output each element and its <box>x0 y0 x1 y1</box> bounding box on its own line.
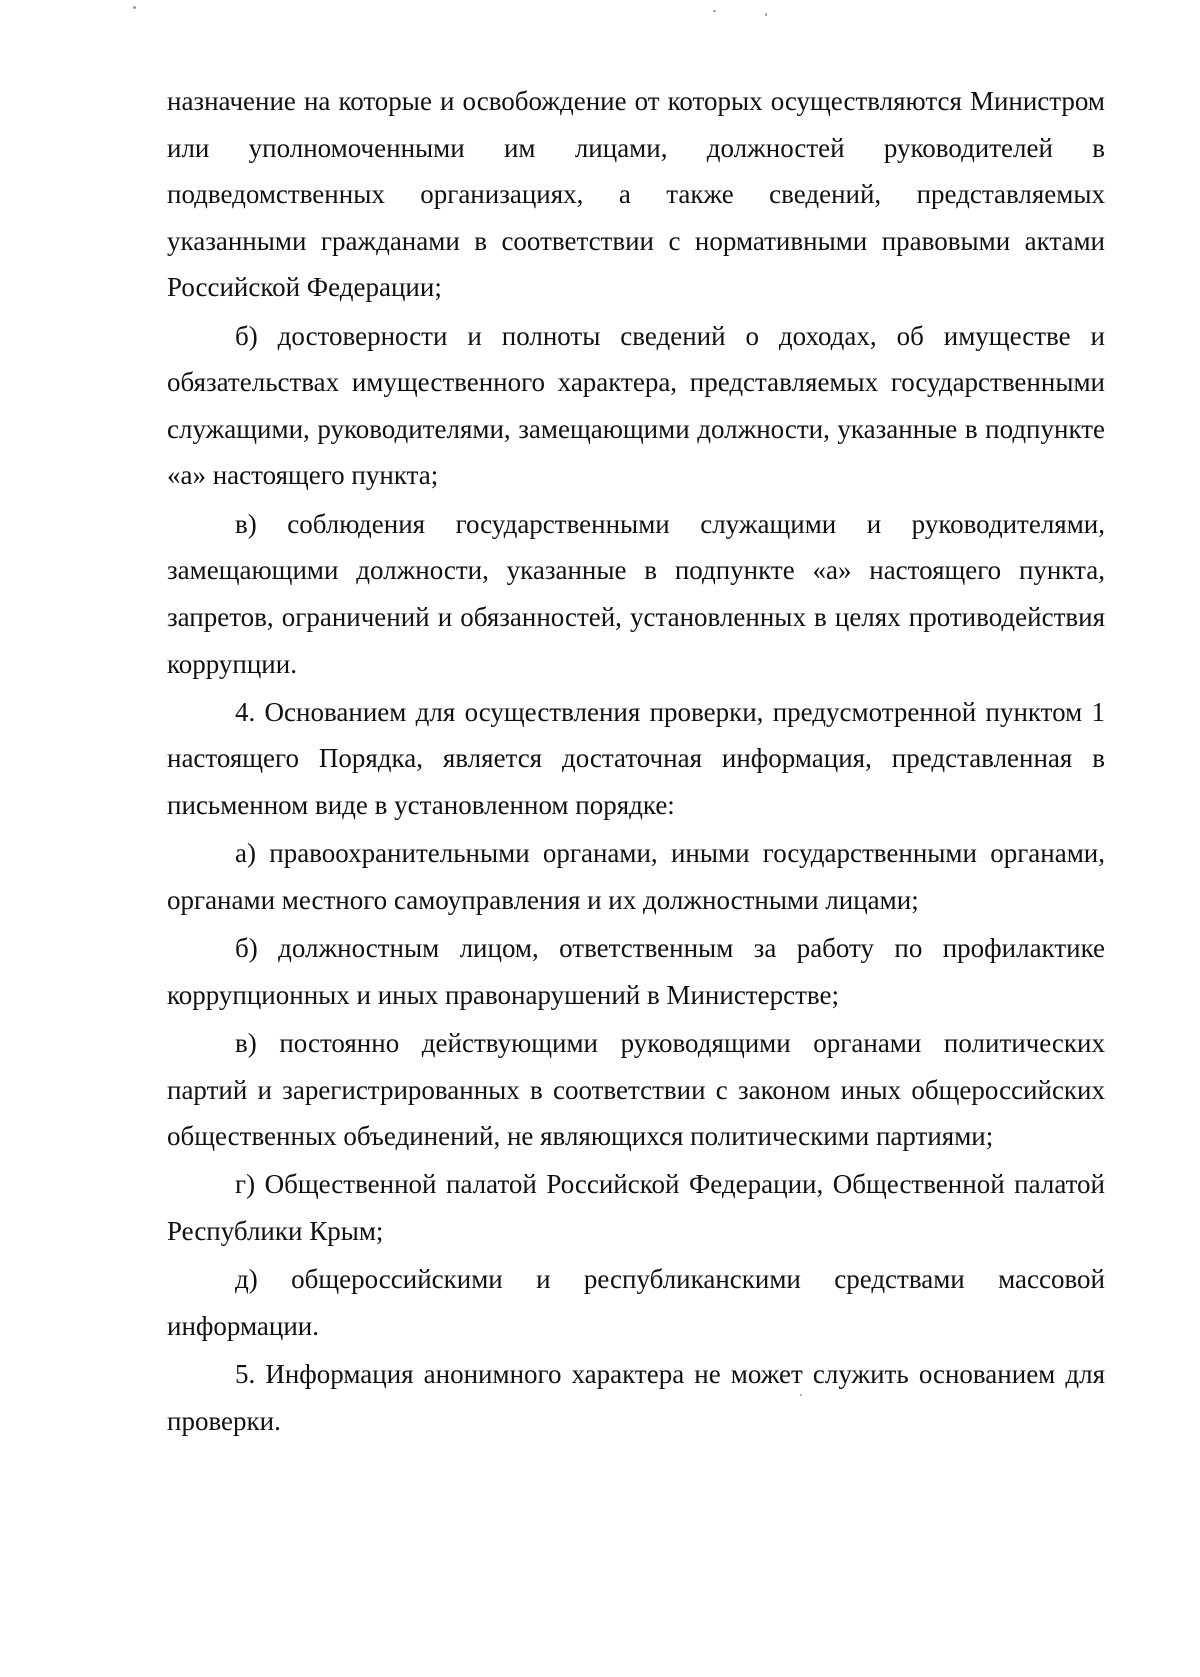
document-body <box>167 78 1105 1446</box>
paragraph-item-v: в) соблюдения государственными служащими и руководителями, замещающими должности, указанные в подпункте «а» настоящего пункта, запретов, ограничений и обязанностей, установленных в целях противодействия коррупции. <box>167 508 1105 679</box>
paragraph-item-d: д) общероссийскими и республиканскими средствами массовой информации. <box>167 1264 1105 1341</box>
paragraph-item-b: б) достоверности и полноты сведений о доходах, об имуществе и обязательствах имущественного характера, представляемых государственными служащими, руководителями, замещающими должности, указанные в подпункте «а» настоящего пункта; <box>167 320 1105 491</box>
paragraph-clause-4: 4. Основанием для осуществления проверки, предусмотренной пунктом 1 настоящего Порядка, является достаточная информация, представленная в письменном виде в установленном порядке: <box>167 696 1105 820</box>
paragraph-item-a: а) правоохранительными органами, иными государственными органами, органами местного самоуправления и их должностными лицами; <box>167 838 1105 915</box>
scan-speck <box>765 13 767 16</box>
paragraph-continuation: назначение на которые и освобождение от которых осуществляются Министром или уполномоченными им лицами, должностей руководителей в подведомственных организациях, а также сведений, представляемых указанными гражданами в соответствии с нормативными правовыми актами Российской Федерации; <box>167 86 1105 303</box>
paragraph-item-g: г) Общественной палатой Российской Федерации, Общественной палатой Республики Крым; <box>167 1169 1105 1247</box>
paragraph-item-v-2: в) постоянно действующими руководящими органами политических партий и зарегистрированных в соответствии с законом иных общероссийских общественных объединений, не являющихся политическими партиями; <box>167 1028 1105 1152</box>
paragraph-clause-5: 5. Информация анонимного характера не может служить основанием для проверки. <box>167 1359 1105 1436</box>
scan-speck <box>133 6 136 9</box>
scan-speck <box>713 10 716 12</box>
paragraph-item-b-2: б) должностным лицом, ответственным за работу по профилактике коррупционных и иных правонарушений в Министерстве; <box>167 933 1105 1010</box>
